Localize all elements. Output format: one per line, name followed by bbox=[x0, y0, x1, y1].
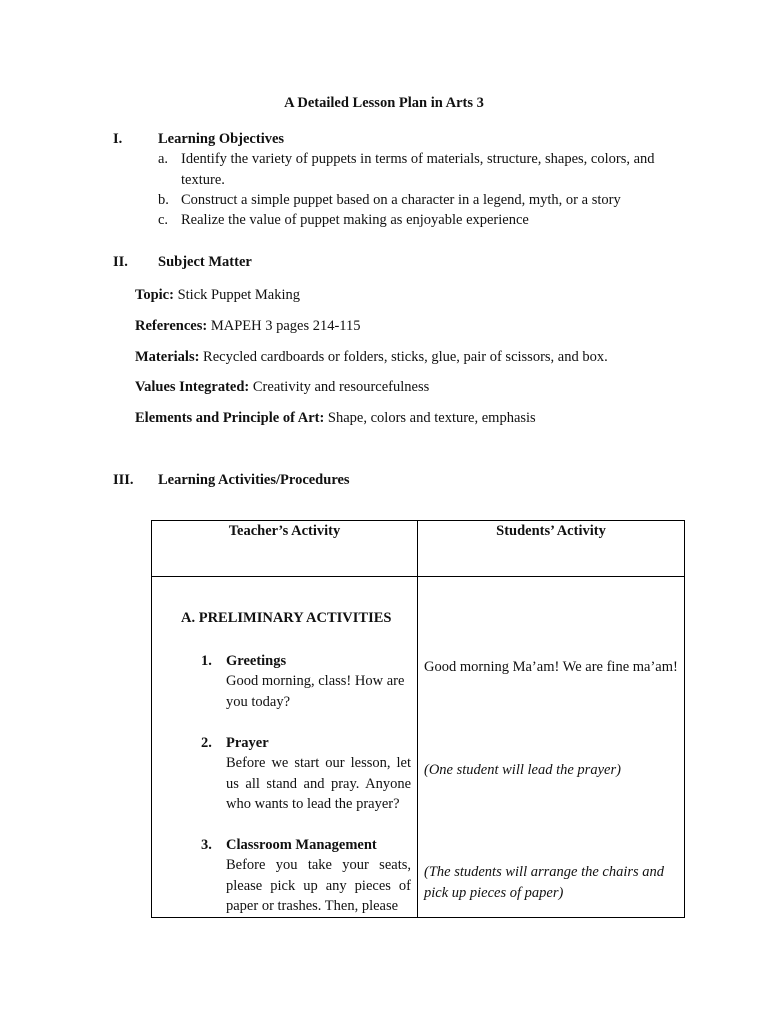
field-value: Shape, colors and texture, emphasis bbox=[324, 410, 536, 426]
teacher-activity-text: Before you take your seats, please pick up any pieces of paper or trashes. Then, please bbox=[226, 857, 411, 914]
section-number: III. bbox=[113, 472, 134, 488]
teacher-activity-text: Good morning, class! How are you today? bbox=[226, 673, 405, 710]
students-activity-text: Good morning Ma’am! We are fine ma’am! bbox=[424, 659, 678, 675]
section-number: I. bbox=[113, 131, 123, 147]
students-activity-text: (One student will lead the prayer) bbox=[424, 762, 621, 778]
activity-title: Greetings bbox=[226, 653, 287, 669]
activity-number: 3. bbox=[201, 837, 212, 853]
objective-text: Identify the variety of puppets in terms of materials, structure, shapes, colors, and texture. bbox=[181, 151, 655, 188]
field-value: Recycled cardboards or folders, sticks, glue, pair of scissors, and box. bbox=[199, 349, 608, 365]
subject-matter-row bbox=[135, 347, 755, 368]
objective-letter: a. bbox=[158, 151, 169, 167]
section-number: II. bbox=[113, 254, 128, 270]
field-label: Values Integrated: bbox=[135, 379, 250, 395]
subject-matter-row bbox=[135, 285, 755, 306]
subject-matter-row bbox=[135, 316, 755, 337]
table-column-divider bbox=[417, 520, 418, 918]
section-title: Subject Matter bbox=[158, 254, 252, 270]
objective-letter: b. bbox=[158, 192, 169, 208]
students-activity-text: (The students will arrange the chairs and pick up pieces of paper) bbox=[424, 864, 665, 901]
preliminary-activities-heading: A. PRELIMINARY ACTIVITIES bbox=[181, 610, 392, 626]
field-label: Materials: bbox=[135, 349, 200, 365]
activity-title: Prayer bbox=[226, 735, 269, 751]
field-label: Topic: bbox=[135, 287, 174, 303]
section-title: Learning Activities/Procedures bbox=[158, 472, 350, 488]
activity-number: 1. bbox=[201, 653, 212, 669]
field-label: References: bbox=[135, 318, 208, 334]
field-value: Stick Puppet Making bbox=[173, 287, 301, 303]
subject-matter-row bbox=[135, 377, 755, 398]
table-header-divider bbox=[151, 576, 685, 577]
objective-text: Construct a simple puppet based on a character in a legend, myth, or a story bbox=[181, 192, 621, 208]
teacher-activity-header: Teacher’s Activity bbox=[228, 523, 341, 539]
objective-letter: c. bbox=[158, 212, 169, 228]
objective-text: Realize the value of puppet making as enjoyable experience bbox=[181, 212, 529, 228]
field-value: MAPEH 3 pages 214-115 bbox=[207, 318, 361, 334]
activity-number: 2. bbox=[201, 735, 212, 751]
students-activity-header: Students’ Activity bbox=[496, 523, 606, 539]
field-label: Elements and Principle of Art: bbox=[135, 410, 325, 426]
activity-title: Classroom Management bbox=[226, 837, 377, 853]
field-value: Creativity and resourcefulness bbox=[249, 379, 430, 395]
teacher-activity-text: Before we start our lesson, let us all stand and pray. Anyone who wants to lead the prayer? bbox=[226, 755, 411, 812]
subject-matter-row bbox=[135, 408, 755, 429]
section-title: Learning Objectives bbox=[158, 131, 285, 147]
document-title: A Detailed Lesson Plan in Arts 3 bbox=[284, 95, 484, 111]
